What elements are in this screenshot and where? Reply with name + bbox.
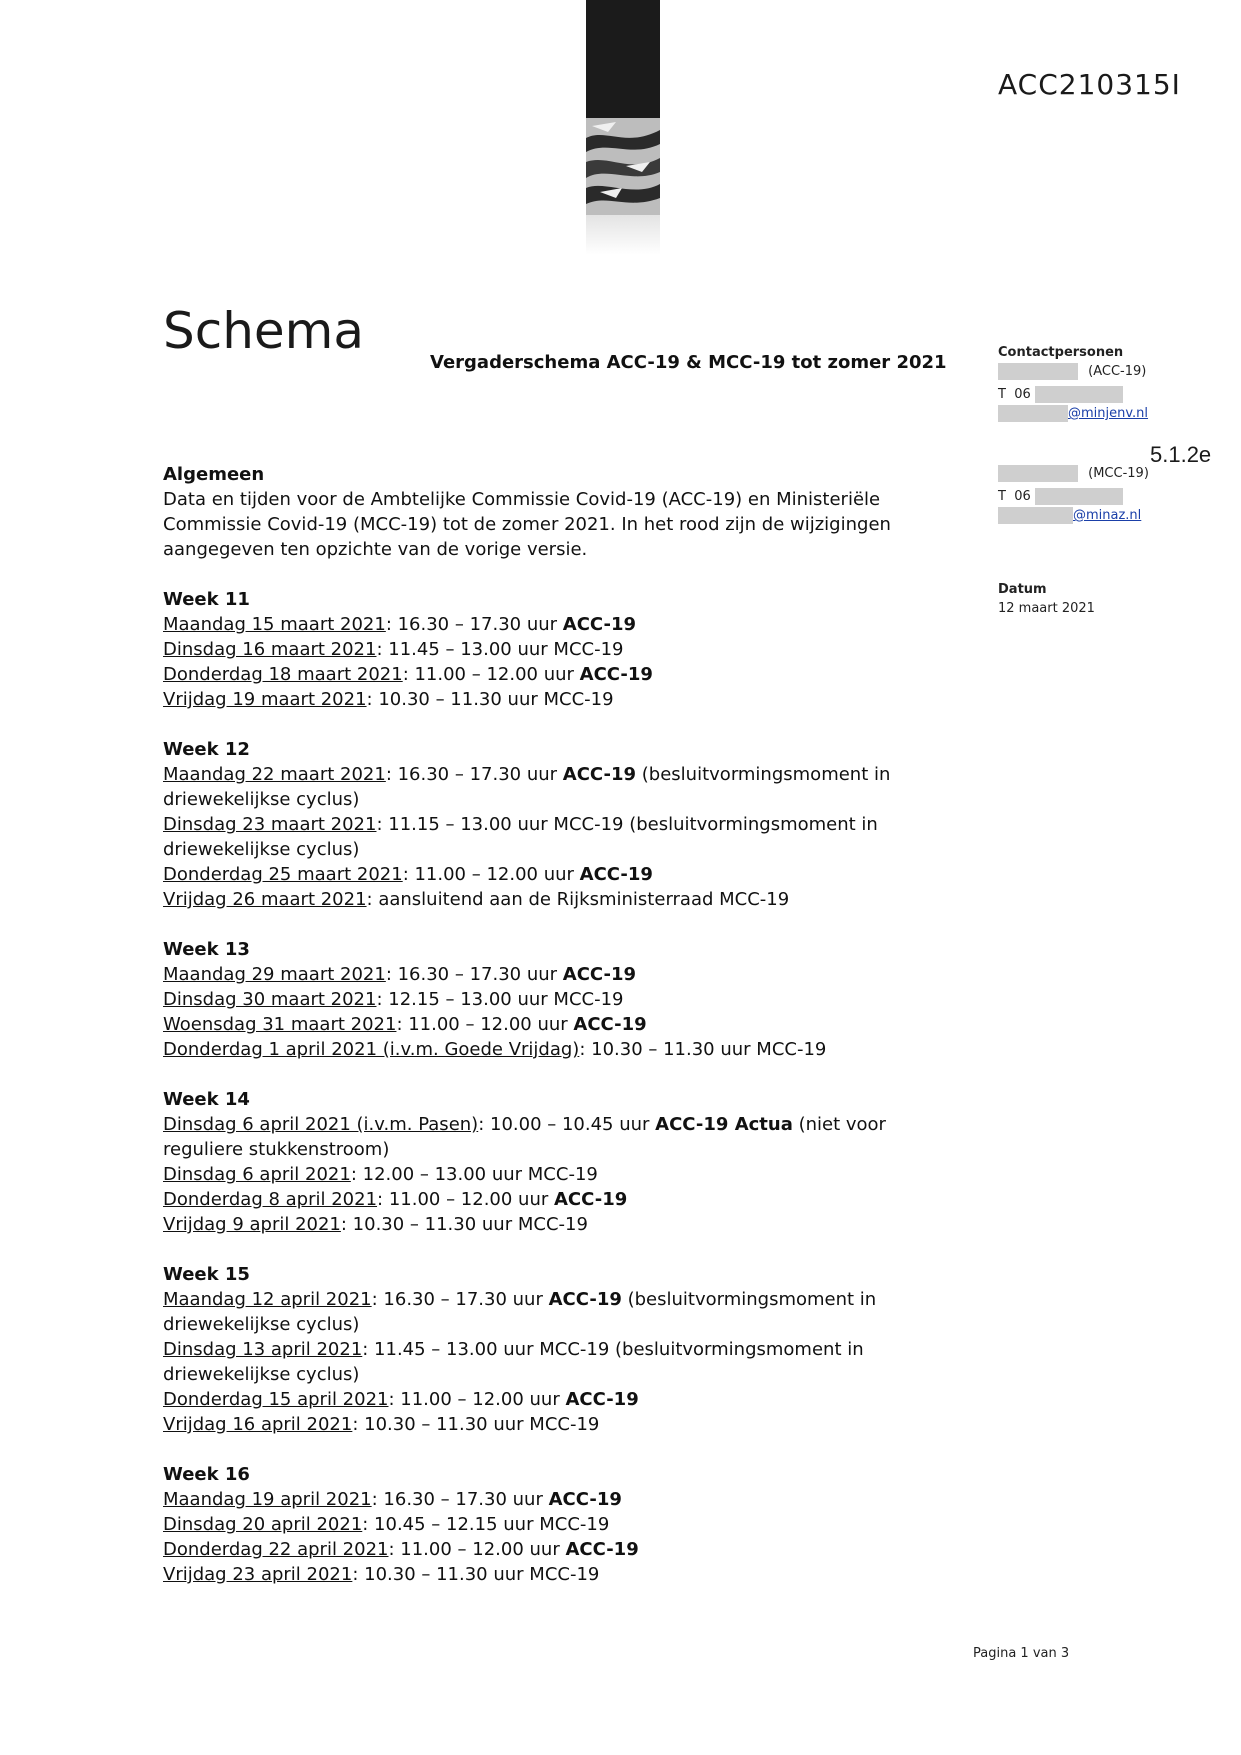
entry-committee: ACC-19 — [579, 864, 653, 885]
week-heading: Week 12 — [163, 739, 250, 760]
entry-time: : 10.30 – 11.30 uur — [366, 689, 544, 710]
date-heading: Datum — [998, 582, 1047, 597]
document-subtitle: Vergaderschema ACC-19 & MCC-19 tot zomer 2021 — [430, 352, 947, 373]
contacts-block-2 — [998, 464, 1149, 525]
contact-2-email-link[interactable]: @minaz.nl — [1073, 508, 1142, 523]
date-value: 12 maart 2021 — [998, 601, 1095, 616]
redacted-phone — [1035, 386, 1123, 403]
entry-date: Dinsdag 13 april 2021 — [163, 1339, 363, 1360]
weeks-list — [163, 587, 953, 1587]
contact-1-phone-prefix: T 06 — [998, 387, 1031, 402]
contact-2-name-row — [998, 464, 1149, 483]
entry-committee: MCC-19 — [719, 889, 790, 910]
schedule-entry — [163, 887, 953, 912]
schedule-entry — [163, 612, 953, 637]
entry-committee: ACC-19 — [548, 1489, 622, 1510]
entry-time: : 11.00 – 12.00 uur — [402, 864, 580, 885]
entry-date: Maandag 12 april 2021 — [163, 1289, 372, 1310]
entry-committee: MCC-19 — [539, 1514, 610, 1535]
entry-time: : 10.45 – 12.15 uur — [362, 1514, 540, 1535]
contact-1-phone-row — [998, 385, 1148, 404]
entry-committee: MCC-19 — [527, 1164, 598, 1185]
entry-date: Vrijdag 26 maart 2021 — [163, 889, 367, 910]
schedule-entry — [163, 1012, 953, 1037]
week-section — [163, 737, 953, 912]
entry-time: : 11.45 – 13.00 uur — [376, 639, 554, 660]
page-title: Schema — [163, 302, 365, 360]
entry-time: : 11.45 – 13.00 uur — [362, 1339, 540, 1360]
entry-committee: MCC-19 — [553, 639, 624, 660]
entry-date: Donderdag 25 maart 2021 — [163, 864, 403, 885]
contact-1-email-link[interactable]: @minjenv.nl — [1068, 406, 1149, 421]
schedule-entry — [163, 812, 953, 862]
entry-date: Vrijdag 23 april 2021 — [163, 1564, 353, 1585]
entry-time: : 11.00 – 12.00 uur — [388, 1389, 566, 1410]
schedule-entry — [163, 637, 953, 662]
entry-committee: MCC-19 — [543, 689, 614, 710]
entry-note: (besluitvormingsmoment in driewekelijkse cyclus) — [163, 1289, 877, 1335]
entry-committee: ACC-19 — [562, 964, 637, 985]
entry-committee: ACC-19 Actua — [655, 1114, 793, 1135]
week-heading: Week 11 — [163, 589, 250, 610]
entry-date: Dinsdag 6 april 2021 (i.v.m. Pasen) — [163, 1114, 479, 1135]
entry-committee: MCC-19 — [553, 814, 624, 835]
entry-time: : 10.00 – 10.45 uur — [478, 1114, 656, 1135]
document-code: ACC210315I — [998, 68, 1181, 101]
entry-committee: ACC-19 — [548, 1289, 622, 1310]
entry-date: Donderdag 22 april 2021 — [163, 1539, 389, 1560]
entry-time: : 12.15 – 13.00 uur — [376, 989, 554, 1010]
redacted-phone — [1035, 488, 1123, 505]
entry-date: Donderdag 1 april 2021 (i.v.m. Goede Vrijdag) — [163, 1039, 580, 1060]
entry-date: Maandag 19 april 2021 — [163, 1489, 372, 1510]
entry-committee: MCC-19 — [539, 1339, 610, 1360]
entry-note: (besluitvormingsmoment in driewekelijkse cyclus) — [163, 764, 891, 810]
week-section — [163, 1262, 953, 1437]
entry-date: Maandag 29 maart 2021 — [163, 964, 386, 985]
contact-2-role: (MCC-19) — [1088, 466, 1149, 481]
date-block — [998, 580, 1095, 618]
entry-time: : 10.30 – 11.30 uur — [352, 1564, 530, 1585]
redacted-email — [998, 405, 1068, 422]
intro-heading: Algemeen — [163, 464, 265, 485]
schedule-entry — [163, 1487, 953, 1512]
entry-date: Donderdag 8 april 2021 — [163, 1189, 378, 1210]
schedule-entry — [163, 1512, 953, 1537]
entry-committee: ACC-19 — [553, 1189, 628, 1210]
schedule-body — [163, 462, 953, 1612]
entry-committee: ACC-19 — [565, 1539, 639, 1560]
schedule-entry — [163, 1112, 953, 1162]
entry-time: : 11.00 – 12.00 uur — [388, 1539, 566, 1560]
entry-date: Dinsdag 20 april 2021 — [163, 1514, 363, 1535]
contact-1-email-row — [998, 404, 1148, 423]
government-logo-bar — [586, 0, 660, 215]
entry-time: : 10.30 – 11.30 uur — [352, 1414, 530, 1435]
contact-1-role: (ACC-19) — [1088, 364, 1147, 379]
entry-time: : 11.00 – 12.00 uur — [377, 1189, 554, 1210]
schedule-entry — [163, 1212, 953, 1237]
redacted-name — [998, 363, 1078, 380]
schedule-entry — [163, 687, 953, 712]
week-section — [163, 1087, 953, 1237]
schedule-entry — [163, 1162, 953, 1187]
entry-time: : 10.30 – 11.30 uur — [340, 1214, 518, 1235]
schedule-entry — [163, 1337, 953, 1387]
week-heading: Week 13 — [163, 939, 250, 960]
schedule-entry — [163, 1562, 953, 1587]
schedule-entry — [163, 1412, 953, 1437]
redacted-name — [998, 465, 1078, 482]
schedule-entry — [163, 1387, 953, 1412]
contact-2-email-row — [998, 506, 1149, 525]
week-section — [163, 587, 953, 712]
logo-swoosh-icon — [586, 118, 660, 215]
schedule-entry — [163, 1037, 953, 1062]
entry-committee: ACC-19 — [562, 614, 637, 635]
entry-date: Dinsdag 30 maart 2021 — [163, 989, 377, 1010]
entry-date: Vrijdag 16 april 2021 — [163, 1414, 353, 1435]
logo-shadow — [586, 215, 660, 255]
entry-time: : 16.30 – 17.30 uur — [371, 1489, 549, 1510]
entry-time: : 10.30 – 11.30 uur — [579, 1039, 757, 1060]
entry-committee: ACC-19 — [562, 764, 637, 785]
redaction-stamp: 5.1.2e — [1150, 442, 1212, 467]
entry-note: (besluitvormingsmoment in driewekelijkse cyclus) — [163, 814, 878, 860]
entry-time: : 11.00 – 12.00 uur — [396, 1014, 574, 1035]
entry-date: Vrijdag 9 april 2021 — [163, 1214, 341, 1235]
week-section — [163, 1462, 953, 1587]
contact-1-name-row — [998, 362, 1148, 381]
entry-committee: ACC-19 — [573, 1014, 647, 1035]
week-heading: Week 16 — [163, 1464, 250, 1485]
schedule-entry — [163, 987, 953, 1012]
schedule-entry — [163, 862, 953, 887]
entry-committee: MCC-19 — [517, 1214, 588, 1235]
entry-date: Dinsdag 16 maart 2021 — [163, 639, 377, 660]
entry-time: : 11.00 – 12.00 uur — [402, 664, 580, 685]
entry-note: (besluitvormingsmoment in driewekelijkse cyclus) — [163, 1339, 864, 1385]
page-number: Pagina 1 van 3 — [973, 1646, 1070, 1661]
schedule-entry — [163, 1287, 953, 1337]
intro-text: Data en tijden voor de Ambtelijke Commissie Covid-19 (ACC-19) en Ministeriële Commissie Covid-19 (MCC-19) tot de zomer 2021. In het rood zijn de wijzigingen aangegeven ten opzichte van de vorige versie. — [163, 489, 891, 560]
entry-note: (niet voor reguliere stukkenstroom) — [163, 1114, 886, 1160]
entry-committee: MCC-19 — [756, 1039, 827, 1060]
entry-committee: MCC-19 — [529, 1414, 600, 1435]
entry-time: : 16.30 – 17.30 uur — [385, 614, 563, 635]
entry-date: Vrijdag 19 maart 2021 — [163, 689, 367, 710]
redacted-email — [998, 507, 1073, 524]
entry-time: : 16.30 – 17.30 uur — [385, 964, 563, 985]
entry-date: Dinsdag 6 april 2021 — [163, 1164, 351, 1185]
schedule-entry — [163, 962, 953, 987]
schedule-entry — [163, 662, 953, 687]
week-heading: Week 15 — [163, 1264, 250, 1285]
week-heading: Week 14 — [163, 1089, 250, 1110]
entry-date: Dinsdag 23 maart 2021 — [163, 814, 377, 835]
entry-date: Maandag 15 maart 2021 — [163, 614, 386, 635]
contacts-heading: Contactpersonen — [998, 345, 1124, 360]
entry-time: : aansluitend aan de Rijksministerraad — [366, 889, 720, 910]
entry-committee: MCC-19 — [529, 1564, 600, 1585]
schedule-entry — [163, 1537, 953, 1562]
entry-committee: MCC-19 — [553, 989, 624, 1010]
schedule-entry — [163, 762, 953, 812]
entry-date: Donderdag 15 april 2021 — [163, 1389, 389, 1410]
entry-date: Maandag 22 maart 2021 — [163, 764, 386, 785]
contacts-block — [998, 343, 1148, 423]
entry-time: : 12.00 – 13.00 uur — [350, 1164, 528, 1185]
entry-time: : 11.15 – 13.00 uur — [376, 814, 554, 835]
contact-2-phone-prefix: T 06 — [998, 489, 1031, 504]
contact-2-phone-row — [998, 487, 1149, 506]
entry-time: : 16.30 – 17.30 uur — [385, 764, 563, 785]
schedule-entry — [163, 1187, 953, 1212]
entry-committee: ACC-19 — [565, 1389, 639, 1410]
entry-date: Donderdag 18 maart 2021 — [163, 664, 403, 685]
entry-date: Woensdag 31 maart 2021 — [163, 1014, 397, 1035]
week-section — [163, 937, 953, 1062]
intro-section — [163, 462, 953, 562]
entry-committee: ACC-19 — [579, 664, 653, 685]
entry-time: : 16.30 – 17.30 uur — [371, 1289, 549, 1310]
